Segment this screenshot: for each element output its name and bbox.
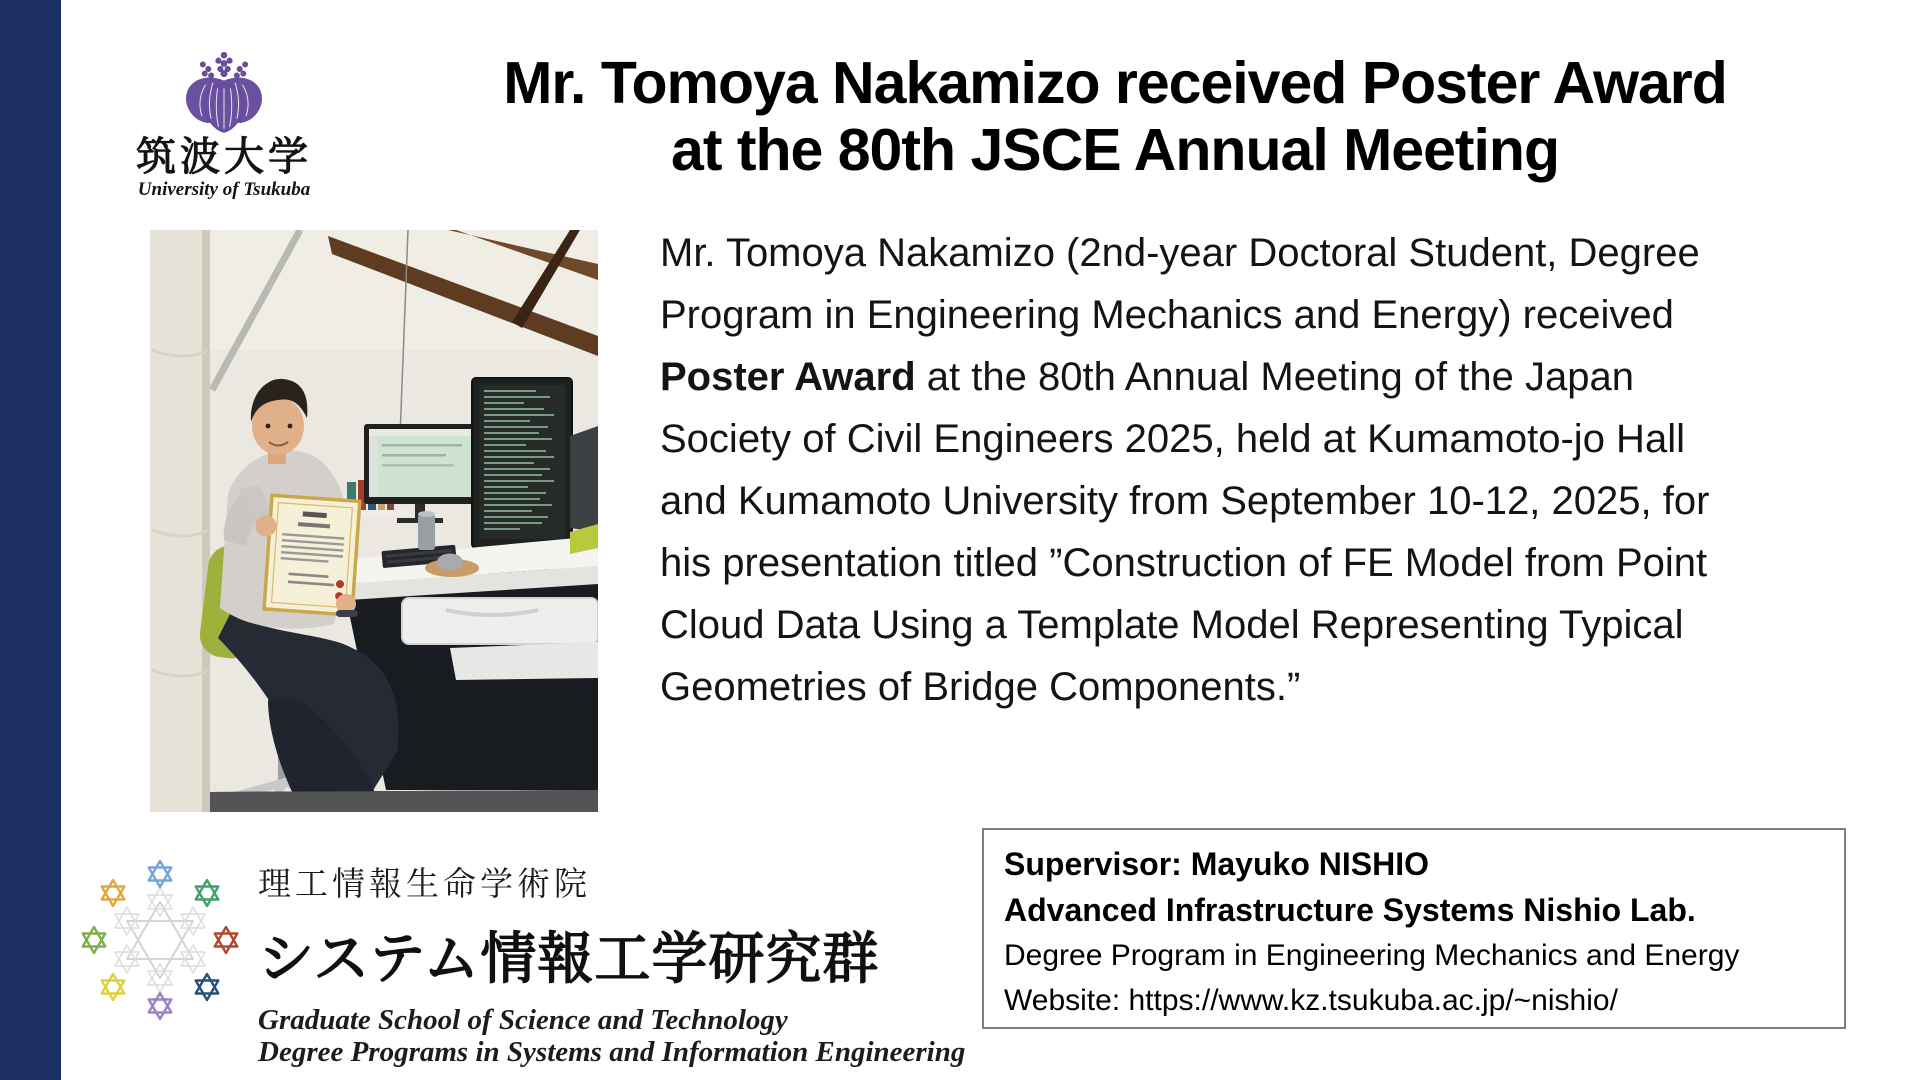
institute-name-ja: 理工情報生命学術院 (258, 865, 591, 902)
paragraph-line: Program in Engineering Mechanics and Energy) received (660, 293, 1674, 337)
supervisor-name: Supervisor: Mayuko NISHIO (1004, 846, 1429, 882)
monitor-back (570, 426, 598, 532)
announcement-paragraph (660, 222, 1709, 718)
page-title (430, 50, 1800, 185)
title-line-2: at the 80th JSCE Annual Meeting (671, 117, 1559, 184)
mouse (437, 554, 463, 571)
award-photo (150, 230, 598, 812)
tsukuba-emblem-icon (178, 48, 270, 136)
graduate-school-logotype (258, 858, 965, 1069)
degree-program: Degree Program in Engineering Mechanics and Energy (1004, 939, 1740, 972)
school-name-en-2: Degree Programs in Systems and Information Engineering (258, 1036, 966, 1069)
lab-name: Advanced Infrastructure Systems Nishio Lab. (1004, 892, 1696, 928)
left-accent-bar (0, 0, 61, 1080)
pillar (150, 230, 210, 812)
tsukuba-name-ja: 筑波大学 (136, 134, 312, 179)
supervisor-info-box (982, 828, 1846, 1029)
tsukuba-name-en: University of Tsukuba (137, 179, 311, 200)
title-line-1: Mr. Tomoya Nakamizo received Poster Award (503, 50, 1727, 116)
fractal-logo-icon (74, 848, 246, 1032)
university-of-tsukuba-logo (118, 48, 330, 201)
paragraph-line: Society of Civil Engineers 2025, held at Kumamoto-jo Hall (660, 417, 1685, 461)
paragraph-line: his presentation titled ”Construction of FE Model from Point (660, 541, 1708, 585)
group-name-ja: システム情報工学研究群 (258, 927, 880, 990)
lab-website: Website: https://www.kz.tsukuba.ac.jp/~nishio/ (1004, 984, 1618, 1017)
school-name-en-1: Graduate School of Science and Technology (258, 1004, 788, 1036)
paragraph-line: Poster Award at the 80th Annual Meeting of the Japan (660, 355, 1634, 399)
paragraph-line: Geometries of Bridge Components.” (660, 665, 1301, 709)
paragraph-line: and Kumamoto University from September 10-12, 2025, for (660, 479, 1710, 523)
paragraph-line: Mr. Tomoya Nakamizo (2nd-year Doctoral Student, Degree (660, 231, 1700, 275)
paragraph-line: Cloud Data Using a Template Model Representing Typical (660, 603, 1684, 647)
